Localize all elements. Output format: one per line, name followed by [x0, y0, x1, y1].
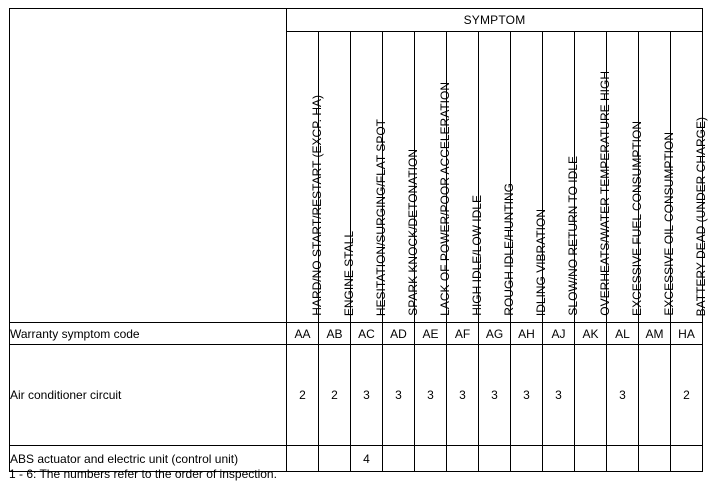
inspection-order-cell: 2	[319, 345, 351, 446]
inspection-order-cell	[575, 446, 607, 472]
table-corner	[10, 9, 287, 323]
symptom-column-label: IDLING VIBRATION	[533, 208, 548, 316]
symptom-table	[9, 8, 708, 472]
warranty-code-cell: AD	[383, 323, 415, 345]
symptom-column-label: LACK OF POWER/POOR ACCELERATION	[437, 82, 452, 316]
warranty-code-cell: AL	[607, 323, 639, 345]
warranty-code-cell: AM	[639, 323, 671, 345]
inspection-order-cell	[639, 446, 671, 472]
symptom-column-label: OVERHEATS/WATER TEMPERATURE HIGH	[597, 71, 612, 316]
symptom-column-header	[639, 32, 676, 323]
inspection-order-cell	[287, 446, 319, 472]
symptom-column-label: HESITATION/SURGING/FLAT SPOT	[373, 118, 388, 316]
symptom-column-header	[543, 32, 580, 323]
warranty-code-row	[10, 323, 703, 345]
symptom-column-header	[511, 32, 548, 323]
inspection-order-cell	[383, 446, 415, 472]
symptom-header: SYMPTOM	[287, 9, 703, 32]
inspection-order-cell	[319, 446, 351, 472]
symptom-column-header	[575, 32, 612, 323]
footnote: 1 - 6: The numbers refer to the order of inspection.	[9, 467, 277, 481]
symptom-column-header	[479, 32, 516, 323]
symptom-column-label: EXCESSIVE FUEL CONSUMPTION	[629, 121, 644, 316]
symptom-column-header	[351, 32, 388, 323]
inspection-order-cell	[447, 446, 479, 472]
warranty-code-cell: AG	[479, 323, 511, 345]
inspection-order-cell: 3	[543, 345, 575, 446]
inspection-order-cell	[607, 446, 639, 472]
inspection-order-cell: 3	[511, 345, 543, 446]
inspection-order-cell	[639, 345, 671, 446]
warranty-code-cell: AH	[511, 323, 543, 345]
inspection-order-cell: 3	[479, 345, 511, 446]
symptom-column-label: SLOW/NO RETURN TO IDLE	[565, 156, 580, 316]
symptom-column-label: EXCESSIVE OIL CONSUMPTION	[661, 132, 676, 316]
symptom-column-label: HARD/NO START/RESTART (EXCP. HA)	[309, 95, 324, 316]
warranty-code-cell: AF	[447, 323, 479, 345]
row-label: ABS actuator and electric unit (control unit)	[10, 446, 287, 472]
inspection-order-cell	[543, 446, 575, 472]
symptom-column-label: ENGINE STALL	[341, 230, 356, 316]
inspection-order-cell: 3	[415, 345, 447, 446]
row-label: Air conditioner circuit	[10, 345, 287, 446]
symptom-column-header	[607, 32, 644, 323]
symptom-column-label: SPARK KNOCK/DETONATION	[405, 149, 420, 316]
inspection-order-cell: 3	[607, 345, 639, 446]
warranty-code-cell: AK	[575, 323, 607, 345]
warranty-code-cell: AE	[415, 323, 447, 345]
warranty-code-cell: AA	[287, 323, 319, 345]
warranty-code-cell: AJ	[543, 323, 575, 345]
symptom-column-label: ROUGH IDLE/HUNTING	[501, 183, 516, 316]
inspection-order-cell	[415, 446, 447, 472]
inspection-order-cell: 2	[671, 345, 703, 446]
table-row	[10, 345, 703, 446]
symptom-column-header	[319, 32, 356, 323]
inspection-order-cell: 3	[351, 345, 383, 446]
symptom-column-label: HIGH IDLE/LOW IDLE	[469, 195, 484, 316]
symptom-table-container	[9, 8, 708, 472]
symptom-column-header	[383, 32, 420, 323]
inspection-order-cell: 2	[287, 345, 319, 446]
inspection-order-cell: 3	[447, 345, 479, 446]
warranty-code-cell: AB	[319, 323, 351, 345]
inspection-order-cell	[671, 446, 703, 472]
symptom-column-header	[447, 32, 484, 323]
inspection-order-cell: 3	[383, 345, 415, 446]
inspection-order-cell	[479, 446, 511, 472]
symptom-column-header	[671, 32, 708, 323]
symptom-column-header	[415, 32, 452, 323]
inspection-order-cell: 4	[351, 446, 383, 472]
inspection-order-cell	[511, 446, 543, 472]
symptom-column-label: BATTERY DEAD (UNDER CHARGE)	[693, 116, 708, 316]
row-label: Warranty symptom code	[10, 323, 287, 345]
warranty-code-cell: AC	[351, 323, 383, 345]
symptom-column-header	[287, 32, 324, 323]
inspection-order-cell	[575, 345, 607, 446]
warranty-code-cell: HA	[671, 323, 703, 345]
